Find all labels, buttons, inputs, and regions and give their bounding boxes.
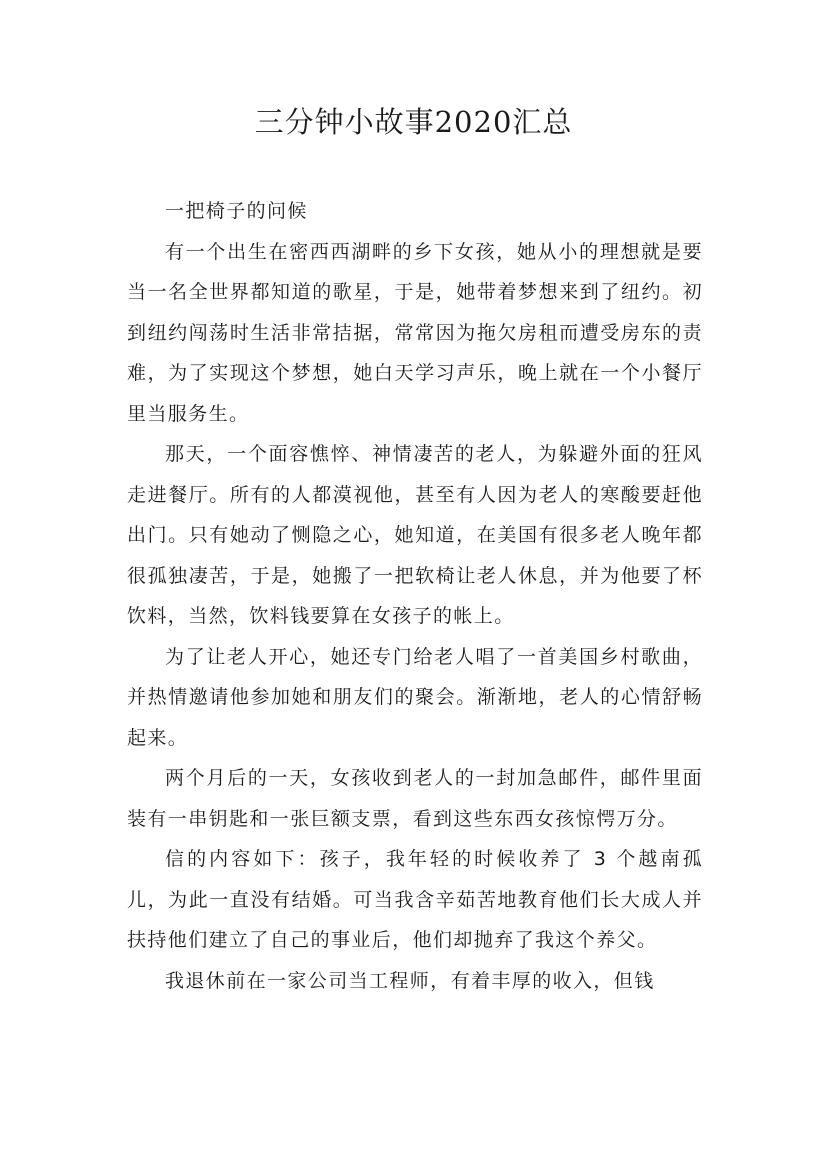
document-title: 三分钟小故事2020汇总 [254,105,573,139]
story-title: 一把椅子的问候 [165,200,308,222]
paragraph: 为了让老人开心，她还专门给老人唱了一首美国乡村歌曲，并热情邀请他参加她和朋友们的聚会。渐渐地，老人的心情舒畅起来。 [127,645,703,749]
paragraph: 那天，一个面容憔悴、神情凄苦的老人，为躲避外面的狂风走进餐厅。所有的人都漠视他，甚至有人因为老人的寒酸要赶他出门。只有她动了恻隐之心，她知道，在美国有很多老人晚年都很孤独凄苦，于是，她搬了一把软椅让老人休息，并为他要了杯饮料，当然，饮料钱要算在女孩子的帐上。 [127,443,703,627]
document-body [127,191,703,1001]
paragraph: 信的内容如下：孩子，我年轻的时候收养了 3 个越南孤儿，为此一直没有结婚。可当我含辛茹苦地教育他们长大成人并扶持他们建立了自己的事业后，他们却抛弃了我这个养父。 [127,848,703,951]
paragraph: 有一个出生在密西西湖畔的乡下女孩，她从小的理想就是要当一名全世界都知道的歌星，于是，她带着梦想来到了纽约。初到纽约闯荡时生活非常拮据，常常因为拖欠房租而遭受房东的责难，为了实现这个梦想，她白天学习声乐，晚上就在一个小餐厅里当服务生。 [127,240,703,425]
paragraph: 两个月后的一天，女孩收到老人的一封加急邮件，邮件里面装有一串钥匙和一张巨额支票，看到这些东西女孩惊愕万分。 [127,767,703,830]
paragraph: 我退休前在一家公司当工程师，有着丰厚的收入，但钱 [165,969,655,992]
